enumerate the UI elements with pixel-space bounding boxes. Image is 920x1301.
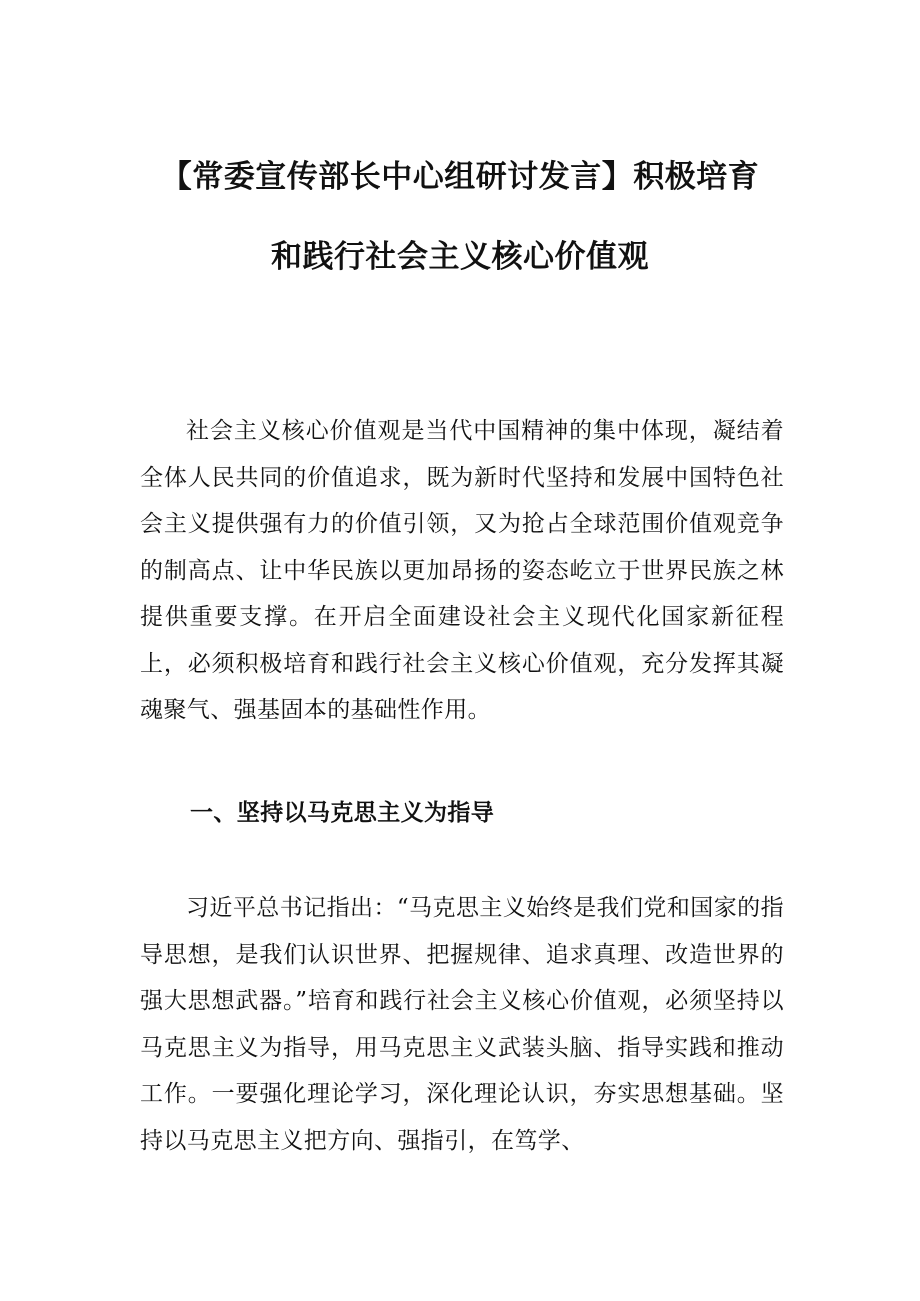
document-title <box>100 137 820 297</box>
section-1-paragraph: 习近平总书记指出：“马克思主义始终是我们党和国家的指导思想，是我们认识世界、把握规律、追求真理、改造世界的强大思想武器。”培育和践行社会主义核心价值观，必须坚持以马克思主义为指导，用马克思主义武装头脑、指导实践和推动工作。一要强化理论学习，深化理论认识，夯实思想基础。坚持以马克思主义把方向、强指引，在笃学、 <box>140 895 784 1154</box>
document-title-line-2: 和践行社会主义核心价值观 <box>271 239 649 275</box>
document-title-line-1: 【常委宣传部长中心组研讨发言】积极培育 <box>160 159 760 195</box>
intro-paragraph: 社会主义核心价值观是当代中国精神的集中体现，凝结着全体人民共同的价值追求，既为新时代坚持和发展中国特色社会主义提供强有力的价值引领，又为抢占全球范围价值观竞争的制高点、让中华民族以更加昂扬的姿态屹立于世界民族之林提供重要支撑。在开启全面建设社会主义现代化国家新征程上，必须积极培育和践行社会主义核心价值观，充分发挥其凝魂聚气、强基固本的基础性作用。 <box>140 418 784 723</box>
section-1-heading: 一、坚持以马克思主义为指导 <box>190 800 495 826</box>
